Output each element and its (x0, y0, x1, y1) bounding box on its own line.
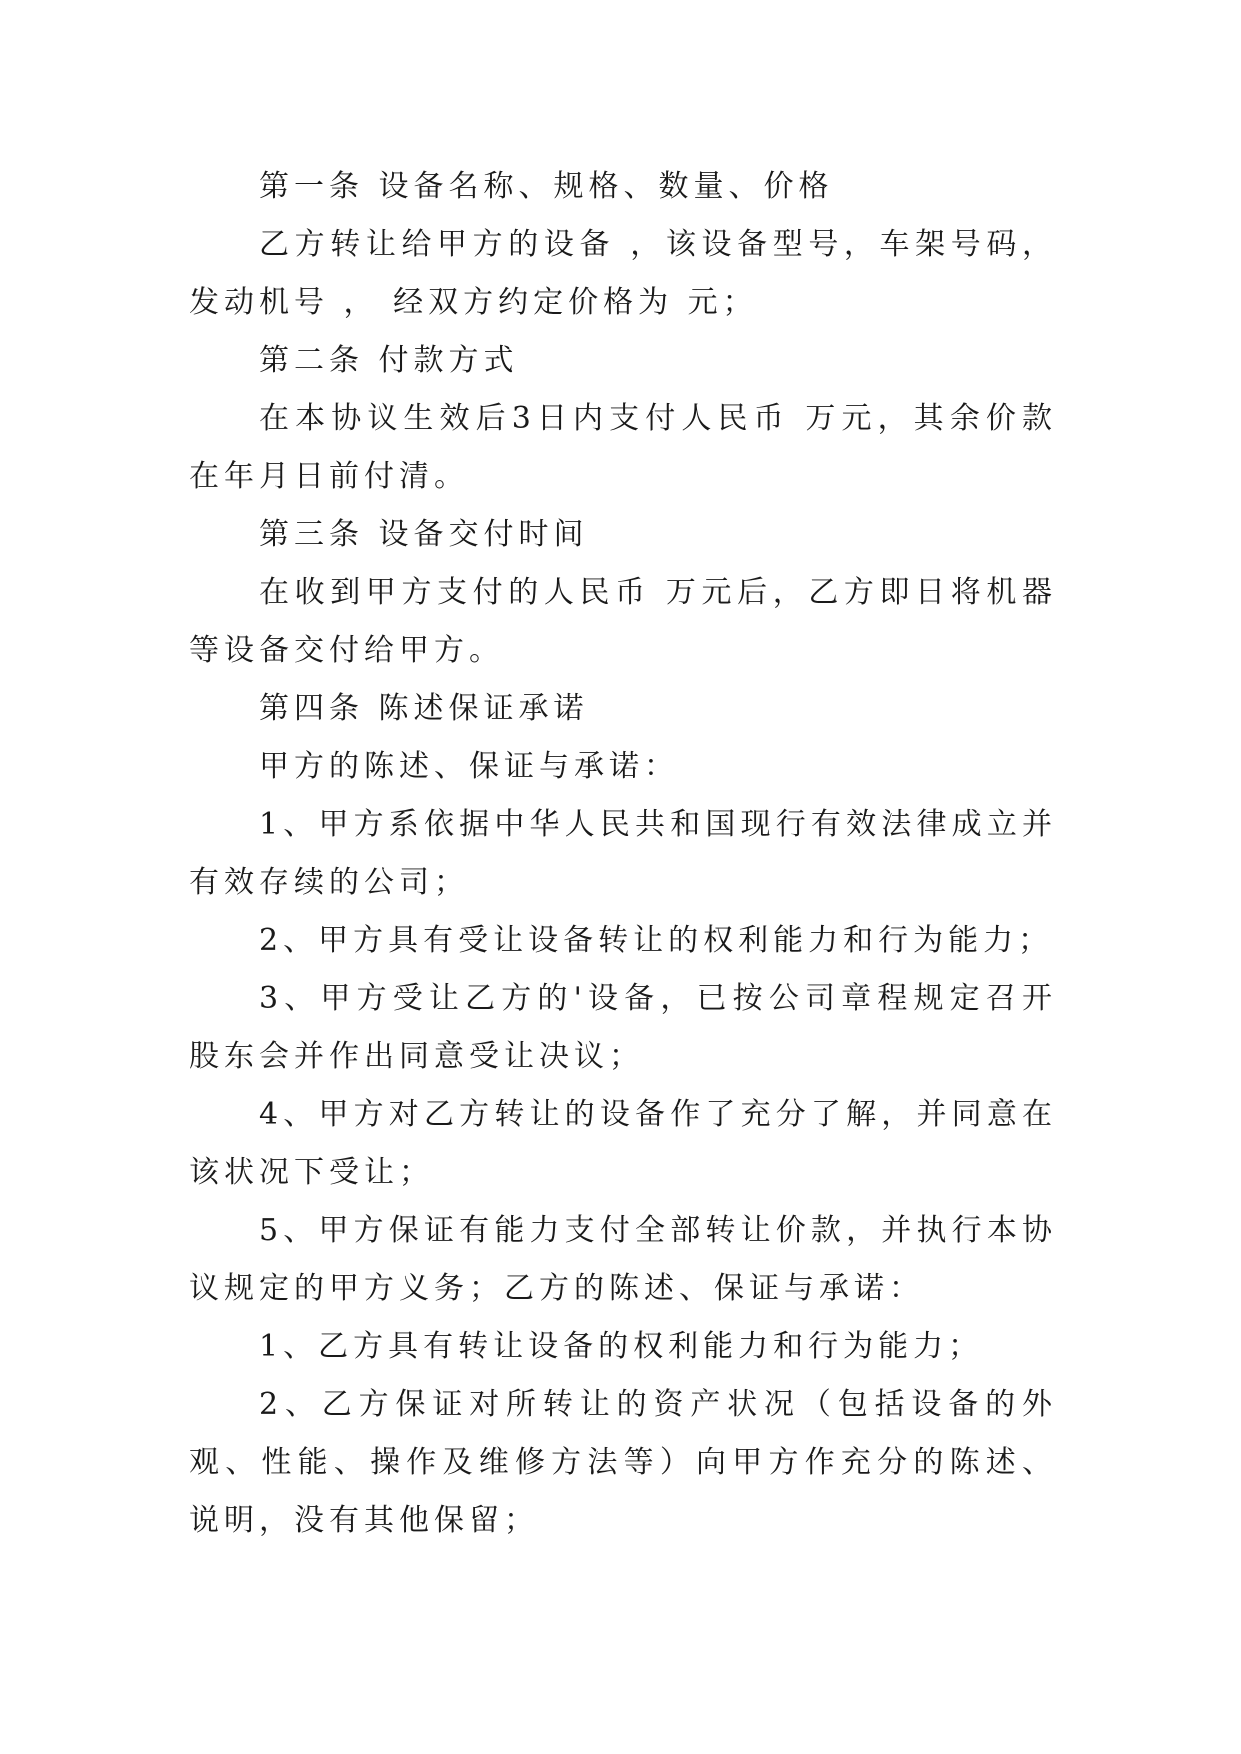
party-a-statement-heading: 甲方的陈述、保证与承诺： (259, 749, 679, 784)
article-2-heading: 第二条 付款方式 (259, 343, 519, 378)
article-1-paragraph: 乙方转让给甲方的设备 ，该设备型号，车架号码，发动机号 ， 经双方约定价格为 元； (189, 227, 1057, 320)
party-b-item-2: 2、乙方保证对所转让的资产状况（包括设备的外观、性能、操作及维修方法等）向甲方作充分的陈述、说明，没有其他保留； (189, 1387, 1057, 1538)
article-3-paragraph: 在收到甲方支付的人民币 万元后，乙方即日将机器等设备交付给甲方。 (189, 575, 1057, 668)
article-4-heading: 第四条 陈述保证承诺 (259, 691, 589, 726)
party-a-item-4: 4、甲方对乙方转让的设备作了充分了解，并同意在该状况下受让； (189, 1097, 1057, 1190)
party-a-item-2: 2、甲方具有受让设备转让的权利能力和行为能力； (259, 923, 1054, 958)
article-1-heading: 第一条 设备名称、规格、数量、价格 (259, 169, 834, 204)
party-a-item-3: 3、甲方受让乙方的'设备，已按公司章程规定召开股东会并作出同意受让决议； (189, 981, 1057, 1074)
party-a-item-5: 5、甲方保证有能力支付全部转让价款，并执行本协议规定的甲方义务；乙方的陈述、保证与承诺： (189, 1213, 1057, 1306)
party-a-item-1: 1、甲方系依据中华人民共和国现行有效法律成立并有效存续的公司； (189, 807, 1057, 900)
party-b-item-1: 1、乙方具有转让设备的权利能力和行为能力； (259, 1329, 984, 1364)
document-body (189, 158, 1057, 1550)
article-3-heading: 第三条 设备交付时间 (259, 517, 589, 552)
article-2-paragraph: 在本协议生效后3日内支付人民币 万元，其余价款在年月日前付清。 (189, 401, 1057, 494)
